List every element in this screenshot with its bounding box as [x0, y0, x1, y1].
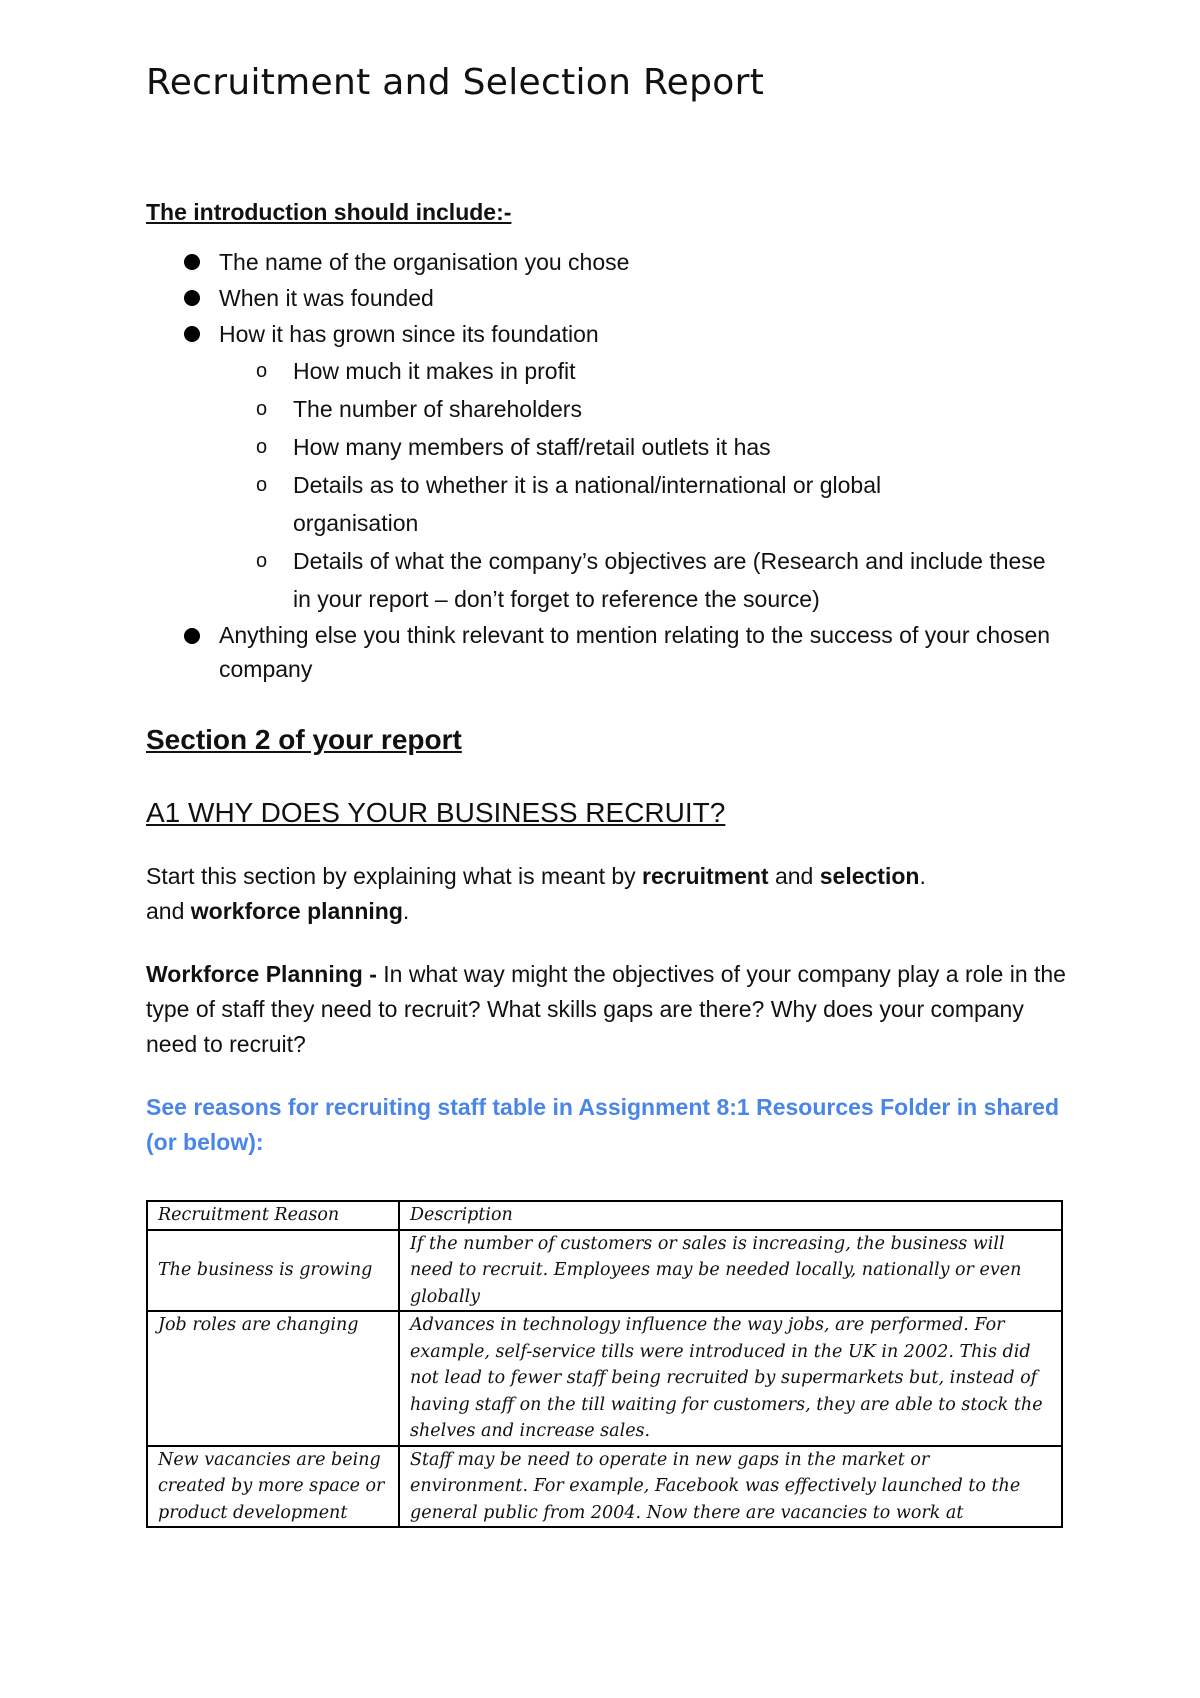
circle-bullet-icon: o: [256, 360, 268, 383]
table-row: [147, 1230, 1062, 1312]
circle-bullet-icon: o: [256, 474, 268, 497]
paragraph-text: In what way might the objectives of your company play a role in the type of staff they need to recruit? What skills gaps are there? Why does your company need to recruit?: [146, 961, 1066, 1058]
bullet-icon: [184, 628, 200, 644]
paragraph-text: Start this section by explaining what is meant by: [146, 863, 643, 890]
list-item: [146, 244, 1066, 280]
bullet-text: When it was founded: [219, 285, 434, 312]
sub-list-item: [146, 390, 1066, 428]
paragraph-text: .: [919, 863, 926, 890]
paragraph-text: and: [146, 898, 191, 925]
description-cell: If the number of customers or sales is increasing, the business will need to recruit. Employees may be needed locally, nationally or even globally: [399, 1230, 1062, 1312]
document-title: Recruitment and Selection Report: [146, 62, 765, 103]
circle-bullet-icon: o: [256, 398, 268, 421]
a1-heading: A1 WHY DOES YOUR BUSINESS RECRUIT?: [146, 796, 726, 828]
sub-bullet-text: The number of shareholders: [293, 396, 582, 423]
term-selection: selection: [819, 863, 920, 890]
document-page: [146, 60, 1066, 1528]
bullet-text: The name of the organisation you chose: [219, 249, 630, 276]
sub-bullet-text: Details as to whether it is a national/international or global organisation: [293, 472, 882, 537]
bullet-icon: [184, 290, 200, 306]
sub-list-item: [146, 542, 1066, 618]
term-recruitment: recruitment: [642, 863, 769, 890]
list-item: [146, 316, 1066, 618]
bullet-icon: [184, 326, 200, 342]
column-header-description: Description: [399, 1201, 1062, 1230]
circle-bullet-icon: o: [256, 550, 268, 573]
intro-bullet-list: [146, 244, 1066, 686]
reason-cell: The business is growing: [147, 1230, 399, 1312]
paragraph-text: .: [402, 898, 410, 925]
sub-list-item: [146, 466, 1066, 542]
sub-bullet-list: [146, 352, 1066, 618]
bullet-text: Anything else you think relevant to mention relating to the success of your chosen company: [219, 622, 1051, 683]
term-workforce-planning: workforce planning: [190, 898, 403, 925]
sub-bullet-text: How much it makes in profit: [293, 358, 576, 385]
list-item: [146, 280, 1066, 316]
description-text: Staff may be need to operate in new gaps in the market or environment. For example, Facebook was effectively launched to the general public from 2004. Now there are vacancies to work at: [410, 1449, 1021, 1523]
reason-cell: [147, 1446, 399, 1527]
sub-list-item: [146, 352, 1066, 390]
workforce-label: Workforce Planning -: [146, 961, 377, 988]
description-cell: Advances in technology influence the way jobs, are performed. For example, self-service tills were introduced in the UK in 2002. This did not lead to fewer staff being recruited by supermarkets but, instead of having staff on the till waiting for customers, they are able to stock the shelves and increase sales.: [399, 1311, 1062, 1446]
section-2-heading: Section 2 of your report: [146, 724, 462, 756]
intro-paragraph: [146, 859, 1066, 929]
reason-cell: Job roles are changing: [147, 1311, 399, 1446]
list-item: [146, 618, 1066, 686]
table-row: [147, 1446, 1062, 1527]
sub-bullet-text: How many members of staff/retail outlets it has: [293, 434, 771, 461]
circle-bullet-icon: o: [256, 436, 268, 459]
sub-list-item: [146, 428, 1066, 466]
table-header-row: [147, 1201, 1062, 1230]
recruitment-reasons-table: [146, 1200, 1063, 1528]
sub-bullet-text: Details of what the company’s objectives are (Research and include these in your report – don’t forget to reference the source): [293, 548, 1046, 613]
table-row: [147, 1311, 1062, 1446]
description-cell: [399, 1446, 1062, 1527]
paragraph-text: and: [768, 863, 820, 890]
reason-text: New vacancies are being created by more space or product development: [158, 1449, 385, 1523]
intro-heading: The introduction should include:-: [146, 198, 512, 225]
bullet-icon: [184, 254, 200, 270]
resources-note: See reasons for recruiting staff table in Assignment 8:1 Resources Folder in shared (or below):: [146, 1094, 1060, 1156]
bullet-text: How it has grown since its foundation: [219, 321, 599, 348]
column-header-reason: Recruitment Reason: [147, 1201, 399, 1230]
workforce-paragraph: [146, 957, 1066, 1062]
